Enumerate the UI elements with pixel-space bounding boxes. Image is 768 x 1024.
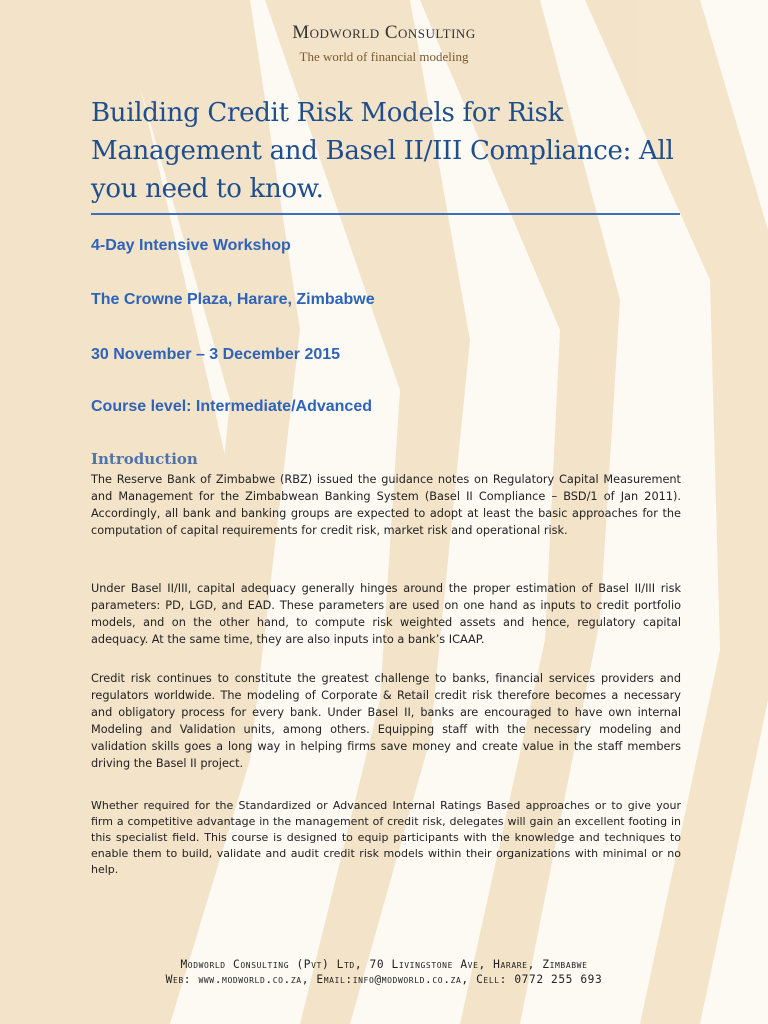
introduction-heading: Introduction [91, 450, 198, 468]
intro-paragraph-2: Under Basel II/III, capital adequacy generally hinges around the proper estimation of Basel II/III risk parameters: PD, LGD, and EAD. These parameters are used on one hand as inputs to credit portfolio models, and on the other hand, to compute risk weighted assets and hence, regulatory capital adequacy. At the same time, they are also inputs into a bank’s ICAAP. [91, 582, 681, 646]
workshop-type: 4-Day Intensive Workshop [91, 237, 291, 254]
document-title: Building Credit Risk Models for Risk Management and Basel II/III Compliance: All you need to know. [91, 98, 674, 204]
workshop-venue: The Crowne Plaza, Harare, Zimbabwe [91, 291, 375, 308]
workshop-dates: 30 November – 3 December 2015 [91, 346, 341, 363]
footer-contact: Web: www.modworld.co.za, Email:info@modworld.co.za, Cell: 0772 255 693 [165, 973, 603, 986]
company-name: Modworld Consulting [292, 22, 476, 43]
company-tagline: The world of financial modeling [299, 49, 469, 64]
intro-paragraph-4: Whether required for the Standardized or Advanced Internal Ratings Based approaches or to give your firm a competitive advantage in the management of credit risk, delegates will gain an excellent footing in this specialist field. This course is designed to equip participants with the knowledge and techniques to enable them to build, validate and audit credit risk models within their organizations with minimal or no help. [91, 799, 681, 876]
course-level: Course level: Intermediate/Advanced [91, 398, 372, 415]
footer-address: Modworld Consulting (Pvt) Ltd, 70 Livingstone Ave, Harare, Zimbabwe [180, 958, 588, 971]
title-divider [91, 213, 680, 215]
intro-paragraph-3: Credit risk continues to constitute the greatest challenge to banks, financial services providers and regulators worldwide. The modeling of Corporate & Retail credit risk therefore becomes a necessary and obligatory process for every bank. Under Basel II, banks are encouraged to have own internal Modeling and Validation units, among others. Equipping staff with the necessary modeling and validation skills goes a long way in helping firms save money and create value in the staff members driving the Basel II project. [91, 672, 681, 770]
intro-paragraph-1: The Reserve Bank of Zimbabwe (RBZ) issued the guidance notes on Regulatory Capital Measurement and Management for the Zimbabwean Banking System (Basel II Compliance – BSD/1 of Jan 2011). Accordingly, all bank and banking groups are expected to adopt at least the basic approaches for the computation of capital requirements for credit risk, market risk and operational risk. [91, 473, 681, 537]
